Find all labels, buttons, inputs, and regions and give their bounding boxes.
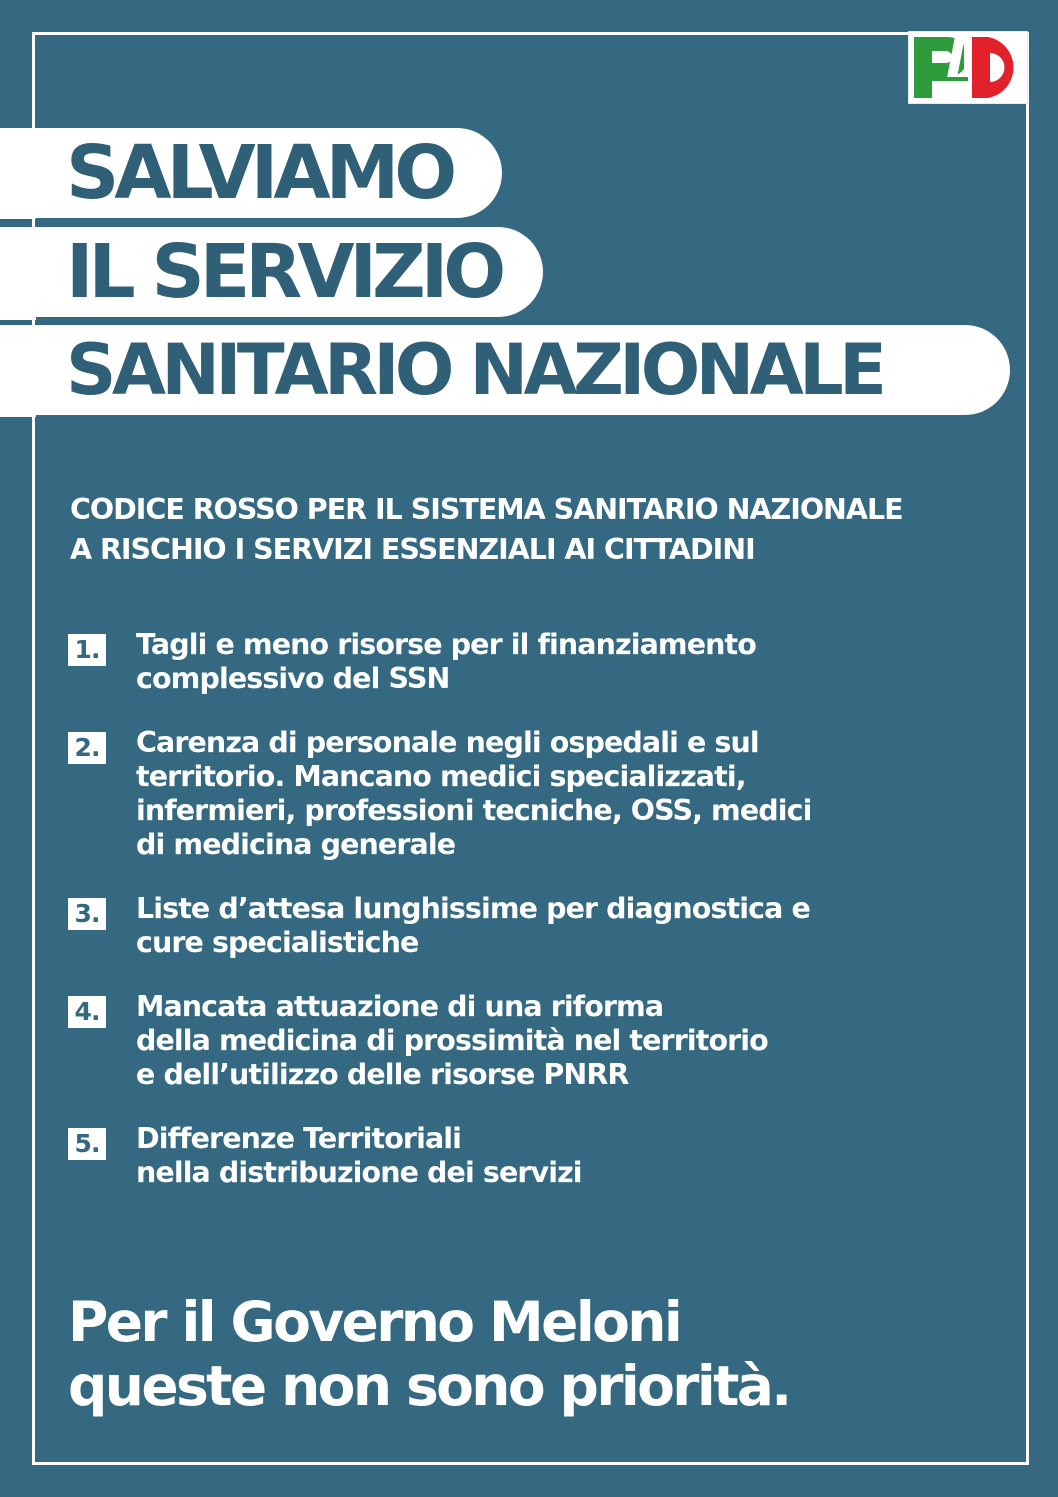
item-number-badge: 1. bbox=[68, 634, 106, 666]
closing-statement: Per il Governo Meloni queste non sono priorità. bbox=[68, 1290, 790, 1418]
title-line-3: SANITARIO NAZIONALE bbox=[0, 325, 1010, 415]
item-number-badge: 3. bbox=[68, 898, 106, 930]
list-item bbox=[68, 726, 968, 862]
subtitle bbox=[70, 490, 1030, 570]
issues-list bbox=[68, 628, 968, 1220]
item-number-badge: 4. bbox=[68, 996, 106, 1028]
title-line-2: IL SERVIZIO bbox=[0, 227, 543, 317]
pd-logo bbox=[908, 31, 1028, 104]
list-item bbox=[68, 628, 968, 696]
item-text: Tagli e meno risorse per il finanziamento complessivo del SSN bbox=[136, 628, 756, 695]
subtitle-line-1: CODICE ROSSO PER IL SISTEMA SANITARIO NAZIONALE bbox=[70, 493, 903, 526]
item-number-badge: 2. bbox=[68, 732, 106, 764]
list-item bbox=[68, 892, 968, 960]
subtitle-line-2: A RISCHIO I SERVIZI ESSENZIALI AI CITTADINI bbox=[70, 533, 755, 566]
list-item bbox=[68, 990, 968, 1092]
item-text: Differenze Territoriali nella distribuzione dei servizi bbox=[136, 1122, 582, 1189]
title-line-1: SALVIAMO bbox=[0, 128, 502, 218]
pd-logo-mark bbox=[908, 31, 1028, 104]
list-item bbox=[68, 1122, 968, 1190]
item-text: Liste d’attesa lunghissime per diagnostica e cure specialistiche bbox=[136, 892, 810, 959]
item-text: Carenza di personale negli ospedali e sul territorio. Mancano medici specializzati, infermieri, professioni tecniche, OSS, medici di medicina generale bbox=[136, 726, 812, 861]
item-number-badge: 5. bbox=[68, 1128, 106, 1160]
title-tick-2 bbox=[0, 317, 36, 320]
item-text: Mancata attuazione di una riforma della medicina di prossimità nel territorio e dell’utilizzo delle risorse PNRR bbox=[136, 990, 768, 1091]
